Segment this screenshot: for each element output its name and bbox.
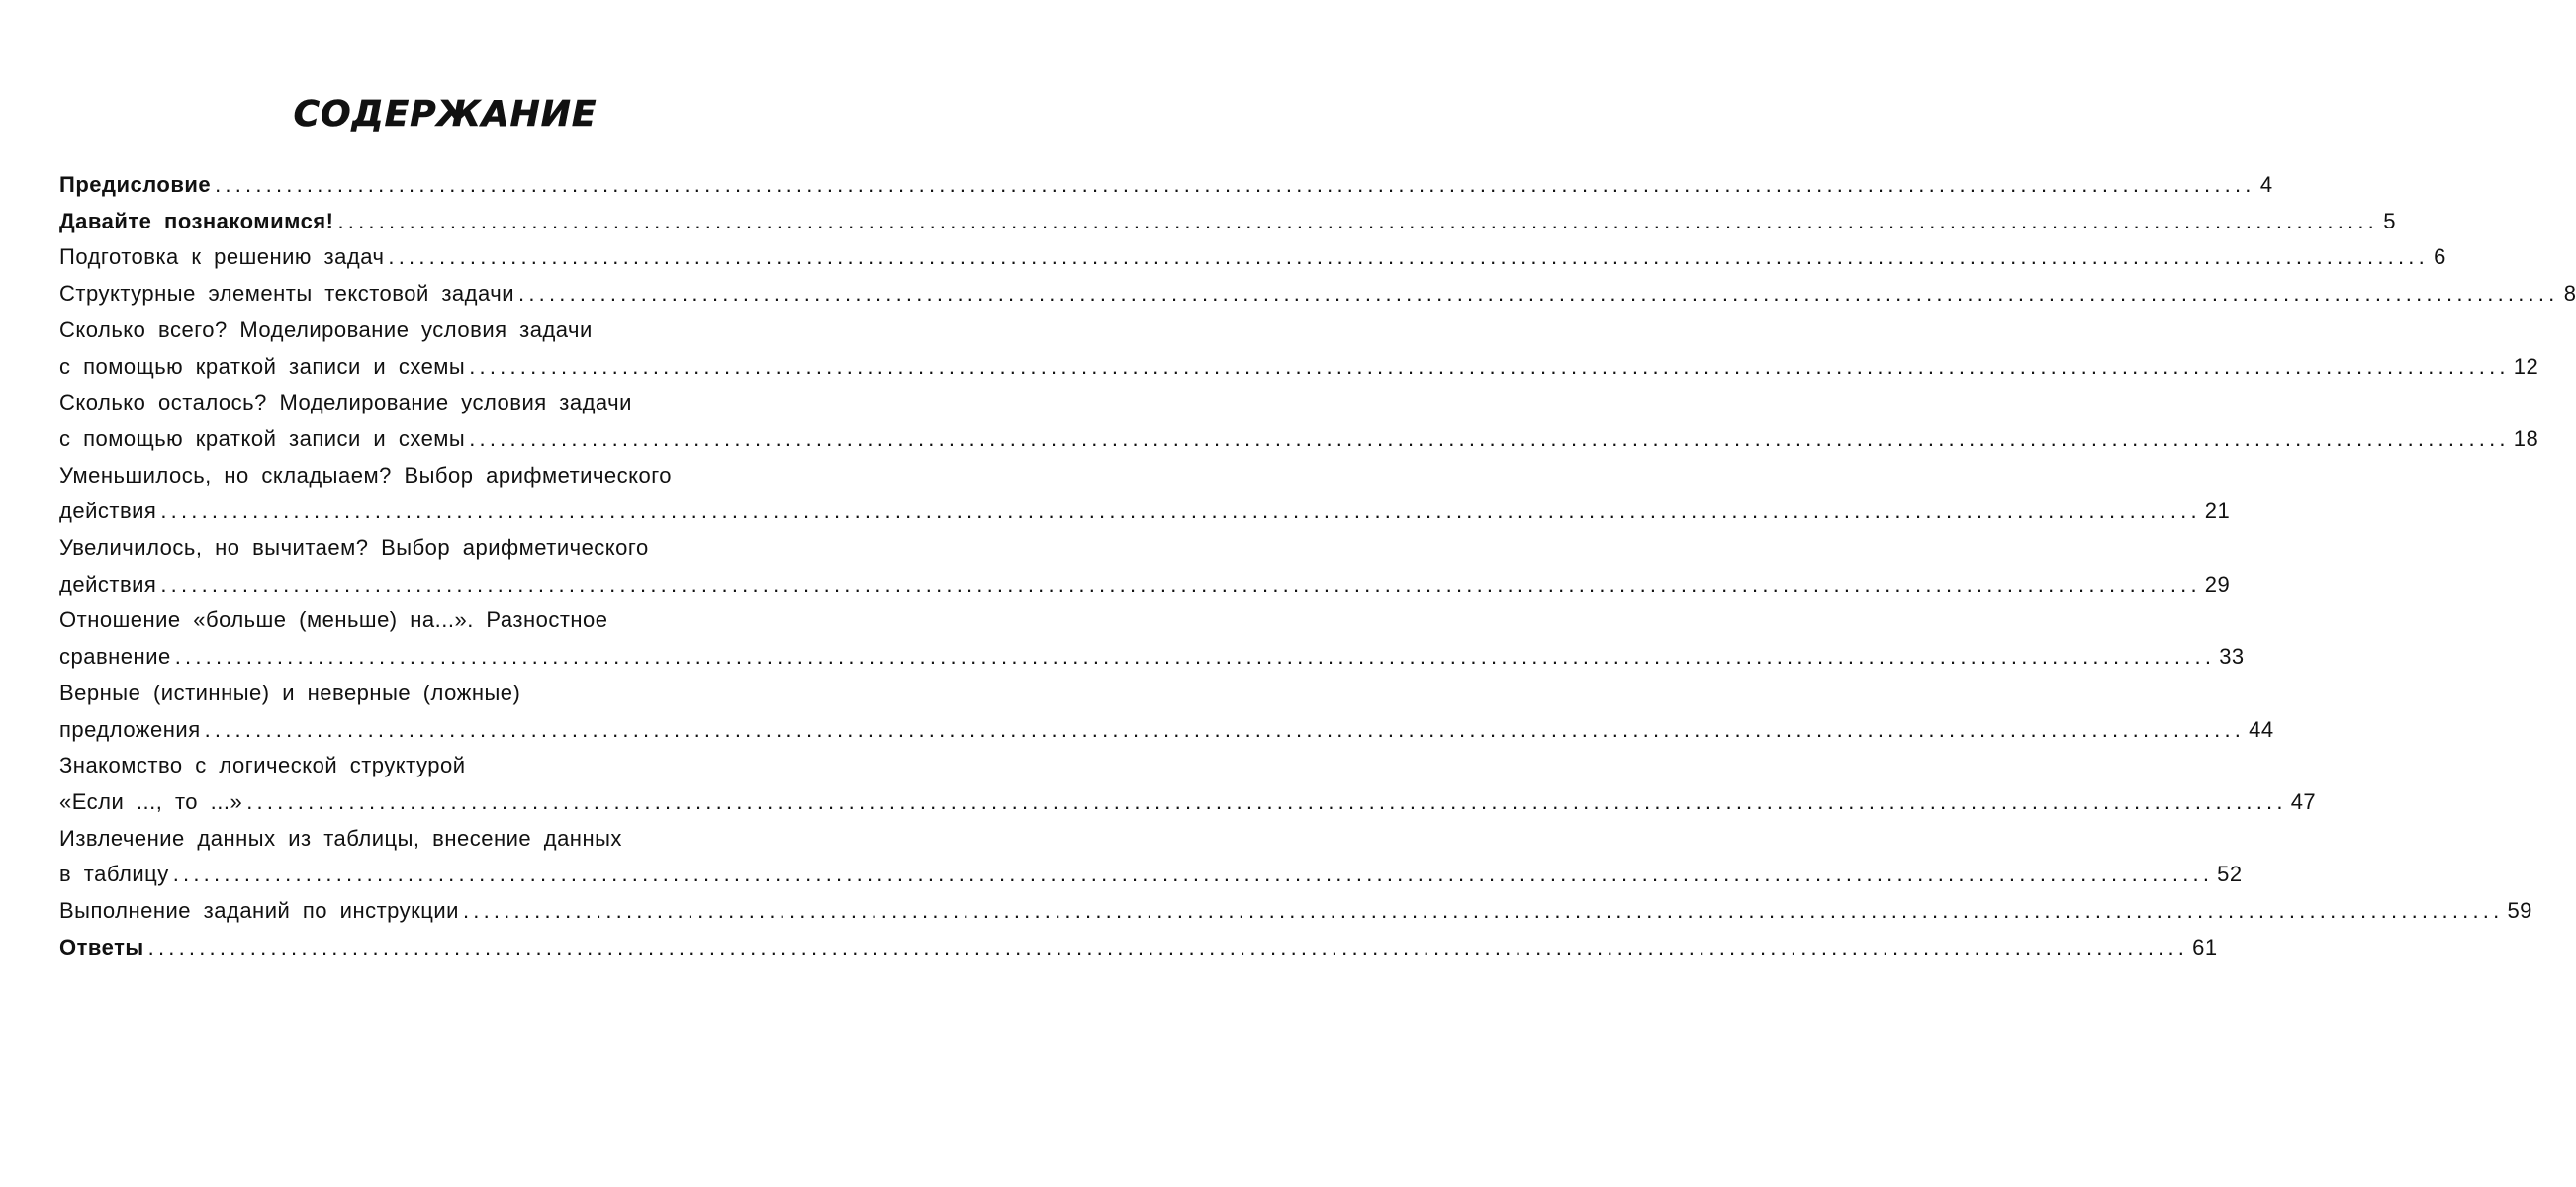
toc-entry-title-line: Извлечение данных из таблицы, внесение данных	[59, 825, 622, 851]
dot-leader: ........................................................................................................................................................................................................	[215, 172, 2255, 197]
toc-page-number: 4	[2259, 172, 2273, 197]
toc-entry[interactable]	[59, 530, 2231, 602]
dot-leader: ........................................................................................................................................................................................................	[204, 716, 2246, 742]
toc-entry-title-line: Знакомство с логической структурой	[59, 753, 466, 778]
toc-entry[interactable]	[59, 458, 2231, 530]
toc-entry-title-line: с помощью краткой записи и схемы	[59, 425, 466, 451]
dot-leader: ........................................................................................................................................................................................................	[246, 788, 2287, 814]
toc-entry[interactable]	[59, 239, 2446, 276]
toc-entry-title-line: Ответы	[59, 934, 144, 959]
toc-entry-title-line: Верные (истинные) и неверные (ложные)	[59, 680, 521, 705]
toc-entry-title-line: в таблицу	[59, 862, 169, 887]
toc-entry[interactable]	[59, 602, 2245, 675]
toc-entry-title-line: Подготовка к решению задач	[59, 244, 385, 270]
toc-entry-title-line: «Если ..., то ...»	[59, 788, 243, 814]
dot-leader: ........................................................................................................................................................................................................	[172, 862, 2214, 887]
toc-entry-title-line: действия	[59, 571, 157, 596]
toc-page-number: 21	[2204, 499, 2231, 524]
toc-entry-title-line: Структурные элементы текстовой задачи	[59, 281, 515, 307]
toc-page-number: 33	[2219, 644, 2245, 670]
toc-entry-title-line: Уменьшилось, но складыаем? Выбор арифметического	[59, 462, 673, 488]
table-of-contents	[59, 167, 2576, 965]
toc-page-number: 59	[2507, 898, 2532, 924]
toc-entry[interactable]	[59, 167, 2273, 204]
dot-leader: ........................................................................................................................................................................................................	[147, 934, 2189, 959]
toc-page-number: 47	[2290, 788, 2317, 814]
toc-page-number: 18	[2513, 425, 2539, 451]
toc-entry[interactable]	[59, 821, 2243, 893]
toc-entry-title-line: предложения	[59, 716, 201, 742]
toc-page-number: 29	[2204, 571, 2231, 596]
toc-entry[interactable]	[59, 748, 2317, 820]
dot-leader: ........................................................................................................................................................................................................	[518, 281, 2559, 307]
toc-entry-title-line: Сколько всего? Моделирование условия задачи	[59, 317, 593, 342]
toc-page-number: 52	[2217, 862, 2243, 887]
toc-page-number: 5	[2383, 208, 2396, 233]
toc-entry[interactable]	[59, 930, 2218, 966]
toc-entry[interactable]	[59, 313, 2539, 385]
toc-page-number: 61	[2192, 934, 2218, 959]
toc-entry[interactable]	[59, 385, 2539, 457]
dot-leader: ........................................................................................................................................................................................................	[388, 244, 2429, 270]
toc-entry-title-line: сравнение	[59, 644, 171, 670]
dot-leader: ........................................................................................................................................................................................................	[462, 898, 2504, 924]
toc-entry-title-line: Отношение «больше (меньше) на...». Разностное	[59, 607, 608, 633]
toc-entry-title-line: Сколько осталось? Моделирование условия задачи	[59, 390, 632, 415]
toc-entry-title-line: Выполнение заданий по инструкции	[59, 898, 459, 924]
page-title: СОДЕРЖАНИЕ	[293, 94, 598, 135]
toc-entry-title-line: Давайте познакомимся!	[59, 208, 334, 233]
toc-entry[interactable]	[59, 676, 2274, 748]
dot-leader: ........................................................................................................................................................................................................	[160, 499, 2201, 524]
toc-page-number: 12	[2513, 353, 2539, 379]
dot-leader: ........................................................................................................................................................................................................	[174, 644, 2216, 670]
dot-leader: ........................................................................................................................................................................................................	[469, 425, 2510, 451]
dot-leader: ........................................................................................................................................................................................................	[469, 353, 2510, 379]
dot-leader: ........................................................................................................................................................................................................	[160, 571, 2201, 596]
toc-page-number: 6	[2434, 244, 2446, 270]
toc-entry-title-line: Увеличилось, но вычитаем? Выбор арифметического	[59, 535, 649, 561]
toc-entry-title-line: действия	[59, 499, 157, 524]
toc-entry-title-line: с помощью краткой записи и схемы	[59, 353, 466, 379]
toc-page-number: 44	[2249, 716, 2274, 742]
toc-entry[interactable]	[59, 893, 2532, 930]
toc-entry[interactable]	[59, 276, 2576, 313]
toc-entry[interactable]	[59, 204, 2396, 240]
toc-page-number: 8	[2563, 281, 2576, 307]
toc-entry-title-line: Предисловие	[59, 172, 212, 197]
dot-leader: ........................................................................................................................................................................................................	[337, 208, 2378, 233]
